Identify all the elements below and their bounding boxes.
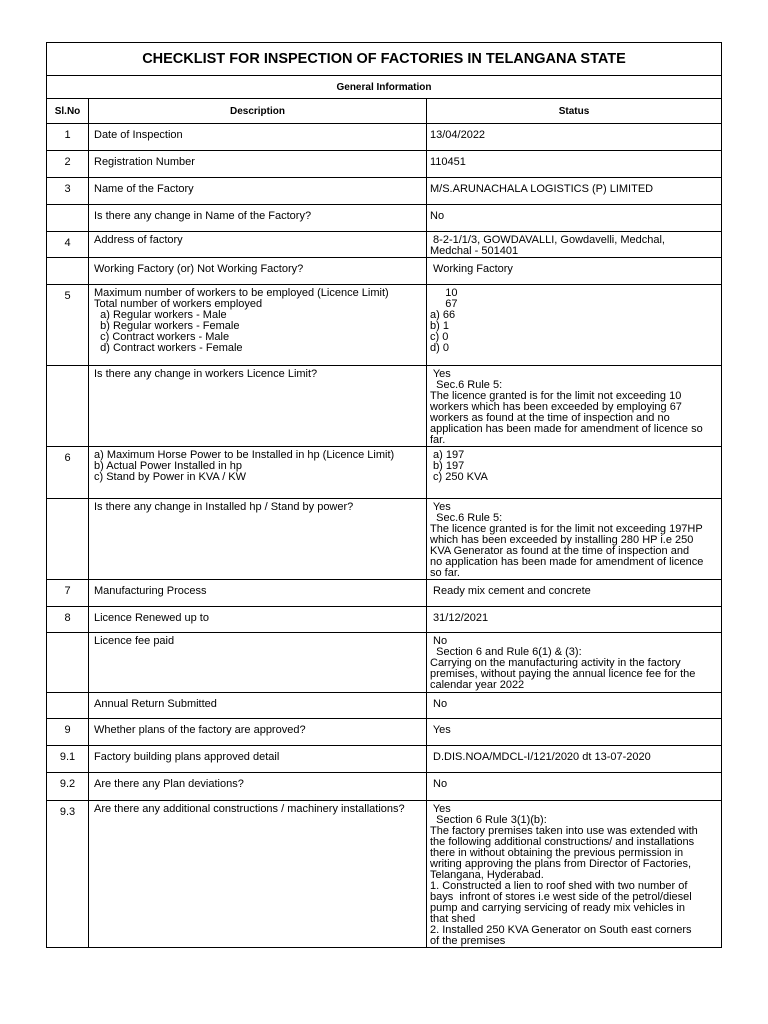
row-status-line: application has been made for amendment of licence so — [430, 423, 703, 435]
row-description-line: Maximum number of workers to be employed (Licence Limit) — [94, 287, 389, 299]
table-row — [47, 633, 722, 693]
row-status-line: 10 — [430, 287, 458, 299]
row-status-line: D.DIS.NOA/MDCL-I/121/2020 dt 13-07-2020 — [430, 751, 651, 763]
row-description — [89, 366, 427, 447]
row-status — [427, 801, 722, 948]
row-description — [89, 447, 427, 499]
table-row — [47, 746, 722, 773]
row-status-line: Ready mix cement and concrete — [430, 585, 591, 597]
row-description-line: Name of the Factory — [94, 183, 194, 195]
table-row — [47, 124, 722, 151]
row-status-line: Yes — [430, 724, 451, 736]
row-status — [427, 366, 722, 447]
row-description-line: Are there any Plan deviations? — [94, 778, 244, 790]
row-description-line: Licence fee paid — [94, 635, 175, 647]
row-status-line: 1. Constructed a lien to roof shed with two number of — [430, 880, 688, 892]
row-description-line: Manufacturing Process — [94, 585, 207, 597]
row-status — [427, 499, 722, 580]
inspection-checklist-table — [46, 42, 722, 948]
row-status — [427, 607, 722, 633]
row-status — [427, 232, 722, 258]
row-description-line: Are there any additional constructions / machinery installations? — [94, 803, 405, 815]
row-status — [427, 285, 722, 366]
row-description — [89, 232, 427, 258]
row-description — [89, 801, 427, 948]
row-slno: 5 — [47, 285, 89, 366]
row-status-line: there in without obtaining the previous permission in — [430, 847, 684, 859]
table-row — [47, 178, 722, 205]
section-heading: General Information — [47, 76, 722, 99]
document-title: CHECKLIST FOR INSPECTION OF FACTORIES IN TELANGANA STATE — [47, 43, 722, 76]
row-status — [427, 447, 722, 499]
row-description — [89, 178, 427, 205]
row-status-line: b) 1 — [430, 320, 449, 332]
section-row — [47, 76, 722, 99]
row-status-line: so far. — [430, 567, 460, 579]
row-status-line: pump and carrying servicing of ready mix vehicles in — [430, 902, 685, 914]
row-status-line: Medchal - 501401 — [430, 245, 519, 257]
row-description — [89, 607, 427, 633]
row-status — [427, 151, 722, 178]
row-description-line: Is there any change in Installed hp / Stand by power? — [94, 501, 354, 513]
row-description — [89, 693, 427, 719]
table-row — [47, 258, 722, 285]
row-description-line: c) Stand by Power in KVA / KW — [94, 471, 247, 483]
row-status-line: The licence granted is for the limit not exceeding 197HP — [430, 523, 703, 535]
row-status-line: workers as found at the time of inspection and no — [430, 412, 670, 424]
row-description — [89, 773, 427, 801]
row-slno: 1 — [47, 124, 89, 151]
row-status-line: of the premises — [430, 935, 506, 947]
row-slno — [47, 499, 89, 580]
row-description — [89, 499, 427, 580]
row-status-line: Yes — [430, 803, 451, 815]
row-description-line: Whether plans of the factory are approved? — [94, 724, 306, 736]
row-status-line: which has been exceeded by installing 280 HP i.e 250 — [430, 534, 694, 546]
row-status-line: calendar year 2022 — [430, 679, 525, 691]
table-row — [47, 285, 722, 366]
row-status-line: The licence granted is for the limit not exceeding 10 — [430, 390, 682, 402]
row-slno — [47, 258, 89, 285]
row-description-line: Total number of workers employed — [94, 298, 263, 310]
row-description — [89, 124, 427, 151]
column-header-status: Status — [427, 99, 722, 124]
row-status-line: 67 — [430, 298, 458, 310]
row-status-line: Carrying on the manufacturing activity in the factory — [430, 657, 681, 669]
row-status — [427, 178, 722, 205]
row-status-line: Sec.6 Rule 5: — [430, 379, 503, 391]
row-status-line: Working Factory — [430, 263, 513, 275]
table-row — [47, 232, 722, 258]
row-status-line: 2. Installed 250 KVA Generator on South east corners — [430, 924, 692, 936]
title-row — [47, 43, 722, 76]
row-slno — [47, 693, 89, 719]
row-description — [89, 719, 427, 746]
row-slno: 3 — [47, 178, 89, 205]
column-header-description: Description — [89, 99, 427, 124]
row-status-line: KVA Generator as found at the time of inspection and — [430, 545, 690, 557]
row-status-line: far. — [430, 434, 446, 446]
row-status — [427, 580, 722, 607]
row-description-line: Is there any change in Name of the Factory? — [94, 210, 312, 222]
row-status-line: No — [430, 778, 448, 790]
row-status-line: c) 0 — [430, 331, 449, 343]
row-slno — [47, 205, 89, 232]
row-description-line: Annual Return Submitted — [94, 698, 217, 710]
row-status — [427, 205, 722, 232]
row-status — [427, 633, 722, 693]
row-status-line: Yes — [430, 368, 451, 380]
row-description — [89, 746, 427, 773]
row-status-line: bays infront of stores i.e west side of the petrol/diesel — [430, 891, 692, 903]
row-description-line: c) Contract workers - Male — [94, 331, 230, 343]
table-row — [47, 205, 722, 232]
row-slno — [47, 366, 89, 447]
row-status-line: 31/12/2021 — [430, 612, 489, 624]
row-status-line: workers which has been exceeded by employing 67 — [430, 401, 682, 413]
row-status-line: premises, without paying the annual licence fee for the — [430, 668, 696, 680]
row-slno — [47, 633, 89, 693]
column-header-row — [47, 99, 722, 124]
table-row — [47, 447, 722, 499]
row-slno: 9 — [47, 719, 89, 746]
row-slno: 7 — [47, 580, 89, 607]
row-description-line: Working Factory (or) Not Working Factory? — [94, 263, 304, 275]
row-status-line: the following additional constructions/ and installations — [430, 836, 695, 848]
row-description-line: b) Actual Power Installed in hp — [94, 460, 242, 472]
row-description-line: Is there any change in workers Licence Limit? — [94, 368, 318, 380]
row-description — [89, 285, 427, 366]
row-status-line: a) 197 — [430, 449, 465, 461]
row-slno: 2 — [47, 151, 89, 178]
row-status-line: No — [430, 635, 448, 647]
row-description-line: Licence Renewed up to — [94, 612, 209, 624]
row-description-line: d) Contract workers - Female — [94, 342, 243, 354]
row-status-line: Section 6 Rule 3(1)(b): — [430, 814, 547, 826]
row-status-line: Yes — [430, 501, 451, 513]
row-status-line: no application has been made for amendment of licence — [430, 556, 704, 568]
row-status-line: M/S.ARUNACHALA LOGISTICS (P) LIMITED — [430, 183, 654, 195]
table-row — [47, 773, 722, 801]
row-status-line: Telangana, Hyderabad. — [430, 869, 544, 881]
row-slno: 6 — [47, 447, 89, 499]
table-row — [47, 580, 722, 607]
table-row — [47, 499, 722, 580]
row-description — [89, 633, 427, 693]
column-header-slno: Sl.No — [47, 99, 89, 124]
row-description-line: Date of Inspection — [94, 129, 183, 141]
row-status-line: 110451 — [430, 156, 466, 168]
row-description-line: Address of factory — [94, 234, 183, 246]
row-slno: 9.2 — [47, 773, 89, 801]
table-row — [47, 719, 722, 746]
table-row — [47, 801, 722, 948]
row-description — [89, 580, 427, 607]
table-row — [47, 693, 722, 719]
row-description-line: Registration Number — [94, 156, 195, 168]
table-row — [47, 607, 722, 633]
table-row — [47, 151, 722, 178]
row-status-line: writing approving the plans from Director of Factories, — [430, 858, 692, 870]
row-description-line: a) Regular workers - Male — [94, 309, 227, 321]
row-status-line: b) 197 — [430, 460, 465, 472]
row-description-line: b) Regular workers - Female — [94, 320, 240, 332]
row-slno: 9.1 — [47, 746, 89, 773]
row-status — [427, 719, 722, 746]
row-status-line: that shed — [430, 913, 476, 925]
row-status-line: The factory premises taken into use was extended with — [430, 825, 698, 837]
row-status-line: d) 0 — [430, 342, 449, 354]
row-description-line: a) Maximum Horse Power to be Installed in hp (Licence Limit) — [94, 449, 395, 461]
row-status-line: No — [430, 698, 448, 710]
row-status-line: Sec.6 Rule 5: — [430, 512, 503, 524]
row-status — [427, 773, 722, 801]
row-description — [89, 205, 427, 232]
row-status-line: No — [430, 210, 445, 222]
row-slno: 4 — [47, 232, 89, 258]
row-status-line: 13/04/2022 — [430, 129, 486, 141]
row-description-line: Factory building plans approved detail — [94, 751, 280, 763]
row-status-line: a) 66 — [430, 309, 456, 321]
row-status-line: 8-2-1/1/3, GOWDAVALLI, Gowdavelli, Medchal, — [430, 234, 665, 246]
row-status-line: c) 250 KVA — [430, 471, 488, 483]
row-status-line: Section 6 and Rule 6(1) & (3): — [430, 646, 582, 658]
row-slno: 9.3 — [47, 801, 89, 948]
row-status — [427, 124, 722, 151]
table-row — [47, 366, 722, 447]
row-slno: 8 — [47, 607, 89, 633]
row-status — [427, 746, 722, 773]
row-status — [427, 258, 722, 285]
row-description — [89, 258, 427, 285]
row-description — [89, 151, 427, 178]
row-status — [427, 693, 722, 719]
